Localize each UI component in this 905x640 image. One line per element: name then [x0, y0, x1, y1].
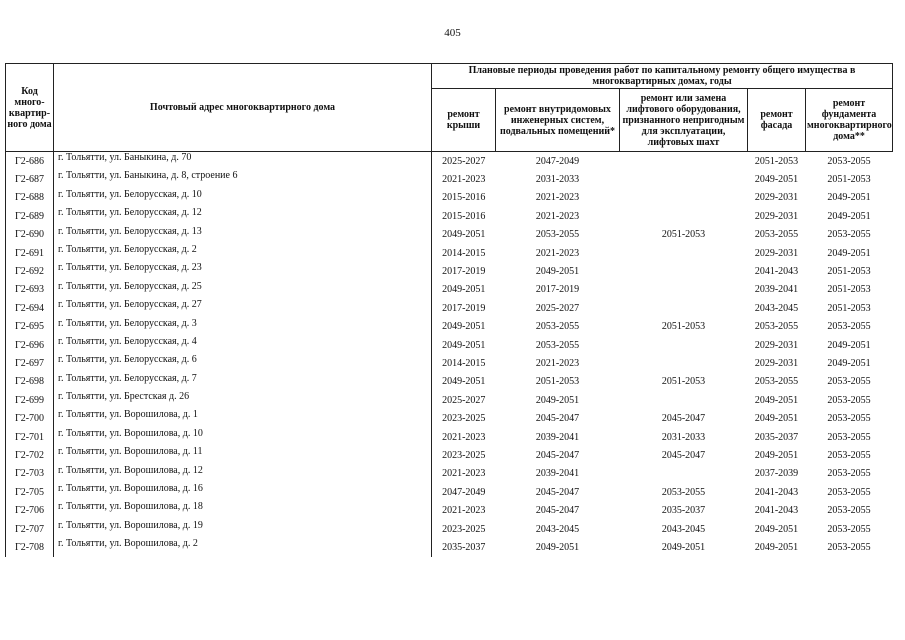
cell-facade: 2041-2043	[754, 266, 799, 278]
cell-engineering: 2045-2047	[535, 486, 580, 498]
cell-elevator: 2045-2047	[661, 449, 706, 461]
cell-elevator	[620, 391, 748, 409]
cell-foundation: 2051-2053	[827, 266, 871, 278]
cell-engineering: 2021-2023	[535, 247, 580, 259]
cell-elevator	[620, 281, 748, 299]
cell-engineering: 2025-2027	[535, 302, 580, 314]
cell-code: Г2-694	[6, 299, 54, 317]
table-row	[6, 538, 893, 556]
cell-engineering: 2043-2045	[535, 523, 580, 535]
cell-elevator: 2045-2047	[661, 413, 706, 425]
cell-engineering: 2049-2051	[535, 541, 580, 553]
cell-engineering: 2021-2023	[535, 192, 580, 204]
cell-roof: 2014-2015	[442, 247, 486, 259]
cell-code: Г2-689	[6, 207, 54, 225]
cell-facade: 2053-2055	[754, 321, 799, 333]
cell-facade: 2041-2043	[754, 486, 799, 498]
cell-foundation: 2049-2051	[827, 210, 871, 222]
cell-address: г. Тольятти, ул. Белорусская, д. 27	[54, 299, 432, 317]
table-body	[6, 152, 893, 557]
table-header	[6, 64, 893, 152]
cell-facade: 2049-2051	[754, 394, 799, 406]
cell-roof: 2047-2049	[442, 486, 486, 498]
cell-address: г. Тольятти, ул. Ворошилова, д. 1	[54, 409, 432, 427]
cell-address: г. Тольятти, ул. Брестская д. 26	[54, 391, 432, 409]
table-row	[6, 281, 893, 299]
cell-code: Г2-687	[6, 170, 54, 188]
cell-roof: 2049-2051	[442, 321, 486, 333]
cell-code: Г2-686	[6, 152, 54, 171]
cell-facade: 2053-2055	[754, 229, 799, 241]
table-row	[6, 409, 893, 427]
cell-roof: 2049-2051	[442, 229, 486, 241]
cell-address: г. Тольятти, ул. Ворошилова, д. 19	[54, 520, 432, 538]
cell-foundation: 2053-2055	[827, 505, 871, 517]
cell-code: Г2-703	[6, 465, 54, 483]
cell-code: Г2-702	[6, 446, 54, 464]
cell-elevator	[620, 170, 748, 188]
cell-foundation: 2053-2055	[827, 394, 871, 406]
cell-elevator: 2053-2055	[661, 486, 706, 498]
header-facade: ремонт фасада	[748, 89, 806, 152]
cell-elevator	[620, 465, 748, 483]
cell-address: г. Тольятти, ул. Белорусская, д. 23	[54, 262, 432, 280]
cell-address: г. Тольятти, ул. Белорусская, д. 2	[54, 244, 432, 262]
cell-foundation: 2049-2051	[827, 339, 871, 351]
cell-elevator: 2051-2053	[661, 321, 706, 333]
cell-address: г. Тольятти, ул. Ворошилова, д. 12	[54, 465, 432, 483]
cell-engineering: 2045-2047	[535, 413, 580, 425]
cell-address: г. Тольятти, ул. Ворошилова, д. 11	[54, 446, 432, 464]
cell-facade: 2029-2031	[754, 339, 799, 351]
cell-foundation: 2053-2055	[827, 523, 871, 535]
cell-elevator: 2051-2053	[661, 229, 706, 241]
cell-address: г. Тольятти, ул. Баныкина, д. 70	[54, 152, 432, 171]
cell-facade: 2029-2031	[754, 357, 799, 369]
cell-elevator	[620, 152, 748, 171]
header-periods: Плановые периоды проведения работ по капитальному ремонту общего имущества в многоквартирных домах, годы	[432, 64, 893, 89]
cell-address: г. Тольятти, ул. Ворошилова, д. 18	[54, 501, 432, 519]
table-row	[6, 391, 893, 409]
cell-code: Г2-707	[6, 520, 54, 538]
table-row	[6, 299, 893, 317]
cell-roof: 2017-2019	[442, 266, 486, 278]
cell-roof: 2015-2016	[442, 192, 486, 204]
table-row	[6, 520, 893, 538]
cell-foundation: 2049-2051	[827, 357, 871, 369]
cell-engineering: 2045-2047	[535, 449, 580, 461]
header-foundation: ремонт фундамента многоквартирного дома**	[806, 89, 893, 152]
table-row	[6, 262, 893, 280]
cell-roof: 2021-2023	[442, 505, 486, 517]
cell-foundation: 2053-2055	[827, 468, 871, 480]
cell-roof: 2021-2023	[442, 431, 486, 443]
cell-elevator	[620, 299, 748, 317]
table-row	[6, 501, 893, 519]
cell-code: Г2-696	[6, 336, 54, 354]
cell-roof: 2025-2027	[442, 394, 486, 406]
cell-elevator	[620, 207, 748, 225]
cell-facade: 2029-2031	[754, 210, 799, 222]
cell-address: г. Тольятти, ул. Ворошилова, д. 2	[54, 538, 432, 556]
cell-code: Г2-697	[6, 354, 54, 372]
cell-facade: 2039-2041	[754, 284, 799, 296]
cell-foundation: 2051-2053	[827, 174, 871, 186]
cell-engineering: 2031-2033	[535, 174, 580, 186]
cell-elevator	[620, 336, 748, 354]
cell-engineering: 2053-2055	[535, 229, 580, 241]
cell-foundation: 2053-2055	[827, 413, 871, 425]
cell-facade: 2029-2031	[754, 192, 799, 204]
cell-facade: 2053-2055	[754, 376, 799, 388]
cell-roof: 2015-2016	[442, 210, 486, 222]
cell-foundation: 2053-2055	[827, 486, 871, 498]
cell-engineering: 2039-2041	[535, 431, 580, 443]
cell-address: г. Тольятти, ул. Белорусская, д. 4	[54, 336, 432, 354]
cell-code: Г2-695	[6, 318, 54, 336]
cell-roof: 2014-2015	[442, 357, 486, 369]
cell-foundation: 2053-2055	[827, 155, 871, 167]
cell-elevator: 2051-2053	[661, 376, 706, 388]
cell-engineering: 2039-2041	[535, 468, 580, 480]
cell-roof: 2049-2051	[442, 339, 486, 351]
table-row	[6, 354, 893, 372]
cell-roof: 2049-2051	[442, 284, 486, 296]
cell-facade: 2049-2051	[754, 413, 799, 425]
table-row	[6, 170, 893, 188]
cell-code: Г2-708	[6, 538, 54, 556]
cell-elevator: 2049-2051	[661, 541, 706, 553]
cell-foundation: 2053-2055	[827, 449, 871, 461]
cell-roof: 2021-2023	[442, 174, 486, 186]
table-row	[6, 189, 893, 207]
cell-code: Г2-706	[6, 501, 54, 519]
cell-facade: 2041-2043	[754, 505, 799, 517]
table-row	[6, 152, 893, 171]
cell-code: Г2-701	[6, 428, 54, 446]
cell-elevator	[620, 262, 748, 280]
table-row	[6, 428, 893, 446]
cell-foundation: 2053-2055	[827, 541, 871, 553]
cell-facade: 2049-2051	[754, 541, 799, 553]
table-row	[6, 483, 893, 501]
header-roof: ремонт крыши	[432, 89, 496, 152]
cell-elevator: 2031-2033	[661, 431, 706, 443]
cell-engineering: 2053-2055	[535, 321, 580, 333]
cell-address: г. Тольятти, ул. Белорусская, д. 13	[54, 226, 432, 244]
cell-elevator	[620, 354, 748, 372]
cell-facade: 2037-2039	[754, 468, 799, 480]
cell-roof: 2023-2025	[442, 413, 486, 425]
header-elevator: ремонт или замена лифтового оборудования, признанного непригодным для эксплуатации, лифтовых шахт	[620, 89, 748, 152]
cell-code: Г2-699	[6, 391, 54, 409]
capital-repair-table	[5, 63, 893, 557]
cell-facade: 2029-2031	[754, 247, 799, 259]
cell-foundation: 2049-2051	[827, 247, 871, 259]
cell-elevator: 2043-2045	[661, 523, 706, 535]
cell-facade: 2051-2053	[754, 155, 799, 167]
cell-facade: 2035-2037	[754, 431, 799, 443]
cell-foundation: 2051-2053	[827, 302, 871, 314]
cell-engineering: 2017-2019	[535, 284, 580, 296]
table-row	[6, 373, 893, 391]
cell-code: Г2-690	[6, 226, 54, 244]
cell-code: Г2-705	[6, 483, 54, 501]
cell-roof: 2023-2025	[442, 523, 486, 535]
cell-facade: 2049-2051	[754, 449, 799, 461]
table-row	[6, 336, 893, 354]
cell-elevator: 2035-2037	[661, 505, 706, 517]
cell-foundation: 2053-2055	[827, 321, 871, 333]
cell-facade: 2049-2051	[754, 523, 799, 535]
cell-engineering: 2051-2053	[535, 376, 580, 388]
cell-foundation: 2053-2055	[827, 376, 871, 388]
cell-address: г. Тольятти, ул. Ворошилова, д. 10	[54, 428, 432, 446]
cell-code: Г2-700	[6, 409, 54, 427]
cell-foundation: 2049-2051	[827, 192, 871, 204]
cell-address: г. Тольятти, ул. Белорусская, д. 12	[54, 207, 432, 225]
cell-code: Г2-692	[6, 262, 54, 280]
header-engineering: ремонт внутридомовых инженерных систем, подвальных помещений*	[496, 89, 620, 152]
table-row	[6, 318, 893, 336]
cell-code: Г2-698	[6, 373, 54, 391]
cell-address: г. Тольятти, ул. Белорусская, д. 3	[54, 318, 432, 336]
cell-code: Г2-691	[6, 244, 54, 262]
cell-engineering: 2021-2023	[535, 357, 580, 369]
cell-roof: 2035-2037	[442, 541, 486, 553]
cell-roof: 2017-2019	[442, 302, 486, 314]
cell-engineering: 2053-2055	[535, 339, 580, 351]
table-row	[6, 446, 893, 464]
page-number: 405	[444, 27, 461, 39]
cell-address: г. Тольятти, ул. Белорусская, д. 7	[54, 373, 432, 391]
cell-elevator	[620, 189, 748, 207]
cell-roof: 2021-2023	[442, 468, 486, 480]
cell-code: Г2-693	[6, 281, 54, 299]
cell-facade: 2049-2051	[754, 174, 799, 186]
cell-elevator	[620, 244, 748, 262]
cell-engineering: 2049-2051	[535, 394, 580, 406]
cell-facade: 2043-2045	[754, 302, 799, 314]
cell-roof: 2025-2027	[442, 155, 486, 167]
table-row	[6, 465, 893, 483]
cell-foundation: 2053-2055	[827, 229, 871, 241]
cell-address: г. Тольятти, ул. Баныкина, д. 8, строение 6	[54, 170, 432, 188]
cell-code: Г2-688	[6, 189, 54, 207]
cell-foundation: 2053-2055	[827, 431, 871, 443]
cell-address: г. Тольятти, ул. Ворошилова, д. 16	[54, 483, 432, 501]
cell-address: г. Тольятти, ул. Белорусская, д. 25	[54, 281, 432, 299]
cell-engineering: 2047-2049	[535, 155, 580, 167]
cell-engineering: 2049-2051	[535, 266, 580, 278]
cell-engineering: 2021-2023	[535, 210, 580, 222]
header-code: Код много-квартир-ного дома	[6, 64, 54, 152]
cell-roof: 2023-2025	[442, 449, 486, 461]
cell-foundation: 2051-2053	[827, 284, 871, 296]
cell-engineering: 2045-2047	[535, 505, 580, 517]
cell-address: г. Тольятти, ул. Белорусская, д. 10	[54, 189, 432, 207]
cell-address: г. Тольятти, ул. Белорусская, д. 6	[54, 354, 432, 372]
table-row	[6, 207, 893, 225]
table-row	[6, 244, 893, 262]
table-row	[6, 226, 893, 244]
header-address: Почтовый адрес многоквартирного дома	[54, 64, 432, 152]
cell-roof: 2049-2051	[442, 376, 486, 388]
